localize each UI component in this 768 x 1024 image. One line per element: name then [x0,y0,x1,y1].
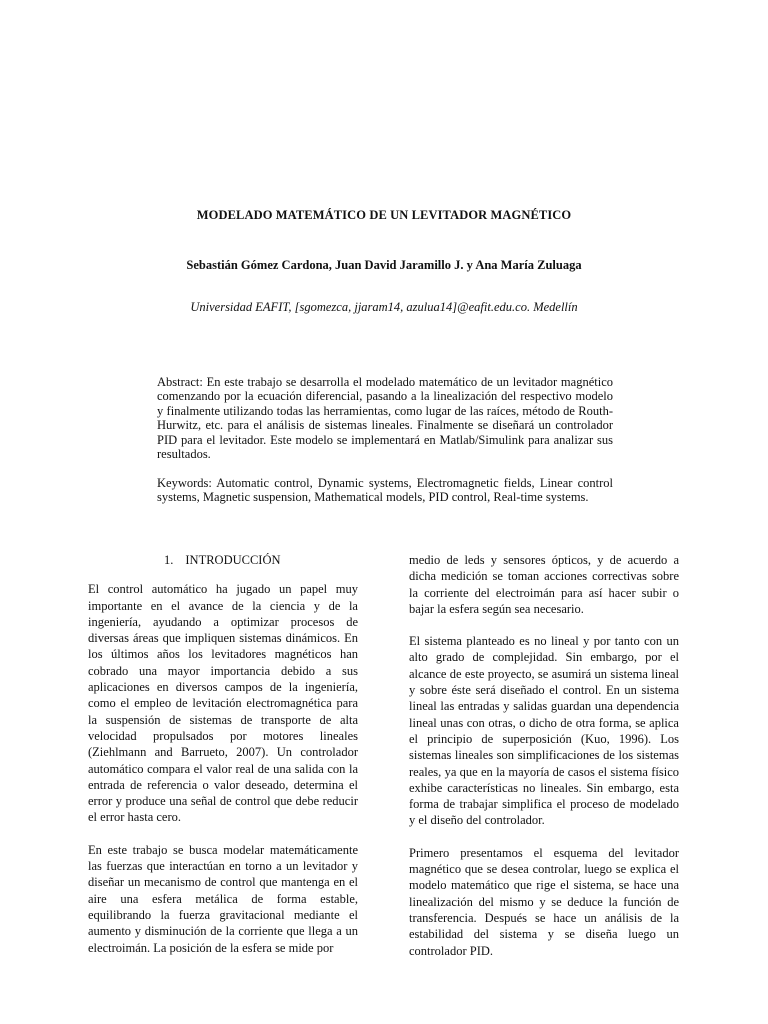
paragraph: El control automático ha jugado un papel muy importante en el avance de la ciencia y de la ingeniería, ayudando a optimizar procesos de diversas áreas que impliquen sistemas dinámicos. En los últimos años los levitadores magnéticos han cobrado una mayor importancia debido a sus aplicaciones en diversos campos de la ingeniería, como el empleo de levitación electromagnética para la suspensión de sistemas de transporte de alta velocidad propulsados por motores lineales (Ziehlmann and Barrueto, 2007). Un controlador automático compara el valor real de una salida con la entrada de referencia o valor deseado, determina el error y produce una señal de control que debe reducir el error hasta cero. [88,582,358,825]
keywords: Keywords: Automatic control, Dynamic systems, Electromagnetic fields, Linear control systems, Magnetic suspension, Mathematical models, PID control, Real-time systems. [157,476,613,505]
paper-title: MODELADO MATEMÁTICO DE UN LEVITADOR MAGNÉTICO [196,208,572,222]
paper-authors: Sebastián Gómez Cardona, Juan David Jaramillo J. y Ana María Zuluaga [186,258,582,272]
abstract: Abstract: En este trabajo se desarrolla el modelado matemático de un levitador magnético comenzando por la ecuación diferencial, pasando a la linealización del respectivo modelo y finalmente utilizando todas las herramientas, como lugar de las raíces, método de Routh-Hurwitz, etc. para el análisis de sistemas lineales. Finalmente se diseñará un controlador PID para el levitador. Este modelo se implementará en Matlab/Simulink para analizar sus resultados. [157,375,613,462]
left-column [88,552,358,972]
right-column [409,552,679,975]
section-heading [88,552,358,568]
section-number: 1. [164,553,174,567]
paper-affiliation: Universidad EAFIT, [sgomezca, jjaram14, azulua14]@eafit.edu.co. Medellín [190,300,578,314]
paragraph: medio de leds y sensores ópticos, y de acuerdo a dicha medición se toman acciones correctivas sobre la corriente del electroimán para así hacer subir o bajar la esfera según sea necesario. [409,553,679,616]
section-title: INTRODUCCIÓN [185,553,281,567]
paragraph: El sistema planteado es no lineal y por tanto con un alto grado de complejidad. Sin embargo, por el alcance de este proyecto, se asumirá un sistema lineal y sobre éste será diseñado el control. En un sistema lineal las entradas y salidas guardan una dependencia lineal unas con otras, o dicho de otra forma, se aplica el principio de superposición (Kuo, 1996). Los sistemas lineales son simplificaciones de los sistemas reales, ya que en la mayoría de casos el sistema físico exhibe características no lineales. Sin embargo, esta forma de trabajar simplifica el proceso de modelado y el diseño del controlador. [409,634,679,828]
paragraph: Primero presentamos el esquema del levitador magnético que se desea controlar, luego se explica el modelo matemático que rige el sistema, se hace una linealización del mismo y se deduce la función de transferencia. Después se hace un análisis de la estabilidad del sistema y se diseña luego un controlador PID. [409,845,679,958]
paragraph: En este trabajo se busca modelar matemáticamente las fuerzas que interactúan en torno a un levitador y diseñar un mecanismo de control que mantenga en el aire una esfera metálica de forma estable, equilibrando la fuerza gravitacional mediante el aumento y disminución de la corriente que llega a un electroimán. La posición de la esfera se mide por [88,842,358,955]
